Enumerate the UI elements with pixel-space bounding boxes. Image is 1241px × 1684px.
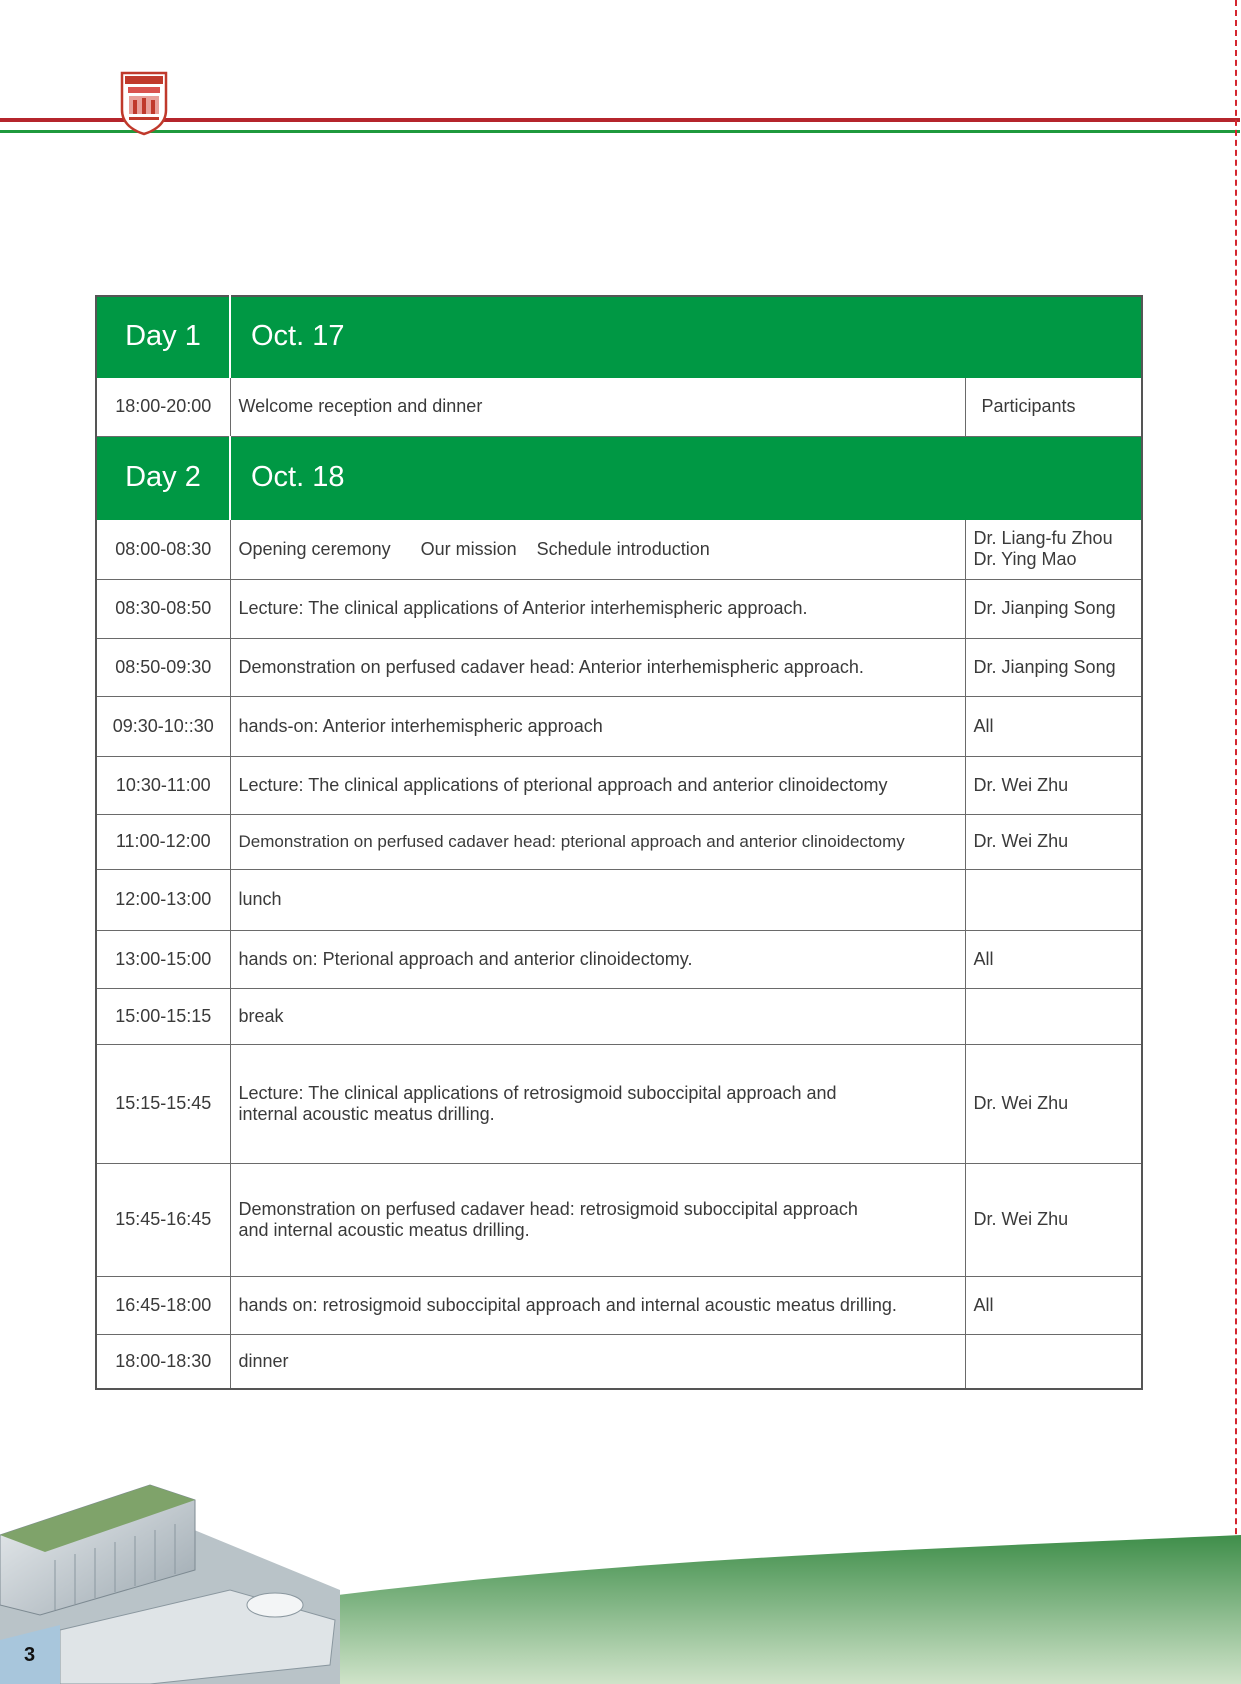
activity-cell: dinner: [230, 1334, 965, 1389]
speaker-cell: Dr. Wei Zhu: [965, 1163, 1142, 1276]
activity-cell: Lecture: The clinical applications of Anterior interhemispheric approach.: [230, 579, 965, 638]
day-header-row: [96, 436, 1142, 519]
time-cell: 13:00-15:00: [96, 930, 230, 988]
speaker-name: Dr. Liang-fu Zhou: [973, 528, 1113, 548]
activity-cell: break: [230, 988, 965, 1044]
schedule-row: [96, 1044, 1142, 1163]
day-date: Oct. 17: [230, 296, 1142, 377]
schedule-table: [95, 295, 1143, 1390]
activity-cell: hands on: retrosigmoid suboccipital approach and internal acoustic meatus drilling.: [230, 1276, 965, 1334]
time-cell: 15:00-15:15: [96, 988, 230, 1044]
speaker-cell: [965, 1334, 1142, 1389]
speaker-cell: Participants: [965, 377, 1142, 436]
schedule-row: [96, 1334, 1142, 1389]
time-cell: 08:50-09:30: [96, 638, 230, 696]
schedule-row: [96, 988, 1142, 1044]
schedule-row: [96, 756, 1142, 814]
dashed-cut-line: [1235, 0, 1237, 1684]
speaker-cell: [965, 988, 1142, 1044]
activity-line: and internal acoustic meatus drilling.: [238, 1219, 530, 1240]
time-cell: 09:30-10::30: [96, 696, 230, 756]
day-date: Oct. 18: [230, 436, 1142, 519]
time-cell: 15:15-15:45: [96, 1044, 230, 1163]
activity-cell: [230, 1044, 965, 1163]
speaker-cell: [965, 869, 1142, 930]
day-label: Day 2: [96, 436, 230, 519]
day-header-row: [96, 296, 1142, 377]
schedule-row: [96, 519, 1142, 579]
time-cell: 15:45-16:45: [96, 1163, 230, 1276]
speaker-cell: Dr. Jianping Song: [965, 638, 1142, 696]
activity-line: Demonstration on perfused cadaver head: retrosigmoid suboccipital approach: [238, 1198, 858, 1219]
schedule-row: [96, 377, 1142, 436]
schedule-row: [96, 1276, 1142, 1334]
hospital-crest-logo: [119, 70, 169, 136]
schedule-row: [96, 814, 1142, 869]
activity-line: internal acoustic meatus drilling.: [238, 1103, 495, 1124]
hospital-building-illustration: [0, 1440, 1241, 1684]
schedule-row: [96, 930, 1142, 988]
time-cell: 18:00-20:00: [96, 377, 230, 436]
speaker-cell: Dr. Jianping Song: [965, 579, 1142, 638]
time-cell: 08:30-08:50: [96, 579, 230, 638]
day-label: Day 1: [96, 296, 230, 377]
schedule-row: [96, 638, 1142, 696]
speaker-cell: Dr. Wei Zhu: [965, 1044, 1142, 1163]
speaker-cell: Dr. Wei Zhu: [965, 756, 1142, 814]
header-green-rule: [0, 130, 1240, 133]
header-red-rule: [0, 118, 1240, 122]
speaker-name: Dr. Ying Mao: [973, 549, 1077, 569]
schedule-row: [96, 696, 1142, 756]
activity-cell: hands-on: Anterior interhemispheric approach: [230, 696, 965, 756]
activity-cell: Welcome reception and dinner: [230, 377, 965, 436]
time-cell: 08:00-08:30: [96, 519, 230, 579]
speaker-cell: Dr. Wei Zhu: [965, 814, 1142, 869]
time-cell: 18:00-18:30: [96, 1334, 230, 1389]
time-cell: 12:00-13:00: [96, 869, 230, 930]
activity-cell: Opening ceremony Our mission Schedule introduction: [230, 519, 965, 579]
schedule-row: [96, 869, 1142, 930]
time-cell: 11:00-12:00: [96, 814, 230, 869]
schedule-row: [96, 1163, 1142, 1276]
page-number: 3: [24, 1644, 36, 1666]
activity-cell: hands on: Pterional approach and anterior clinoidectomy.: [230, 930, 965, 988]
time-cell: 16:45-18:00: [96, 1276, 230, 1334]
speaker-cell: [965, 519, 1142, 579]
speaker-cell: All: [965, 1276, 1142, 1334]
activity-line: Lecture: The clinical applications of retrosigmoid suboccipital approach and: [238, 1082, 837, 1103]
activity-cell: lunch: [230, 869, 965, 930]
activity-cell: [230, 1163, 965, 1276]
schedule-row: [96, 579, 1142, 638]
speaker-cell: All: [965, 696, 1142, 756]
time-cell: 10:30-11:00: [96, 756, 230, 814]
speaker-cell: All: [965, 930, 1142, 988]
activity-cell: Demonstration on perfused cadaver head: Anterior interhemispheric approach.: [230, 638, 965, 696]
activity-cell: Demonstration on perfused cadaver head: pterional approach and anterior clinoidectomy: [230, 814, 965, 869]
activity-cell: Lecture: The clinical applications of pterional approach and anterior clinoidectomy: [230, 756, 965, 814]
